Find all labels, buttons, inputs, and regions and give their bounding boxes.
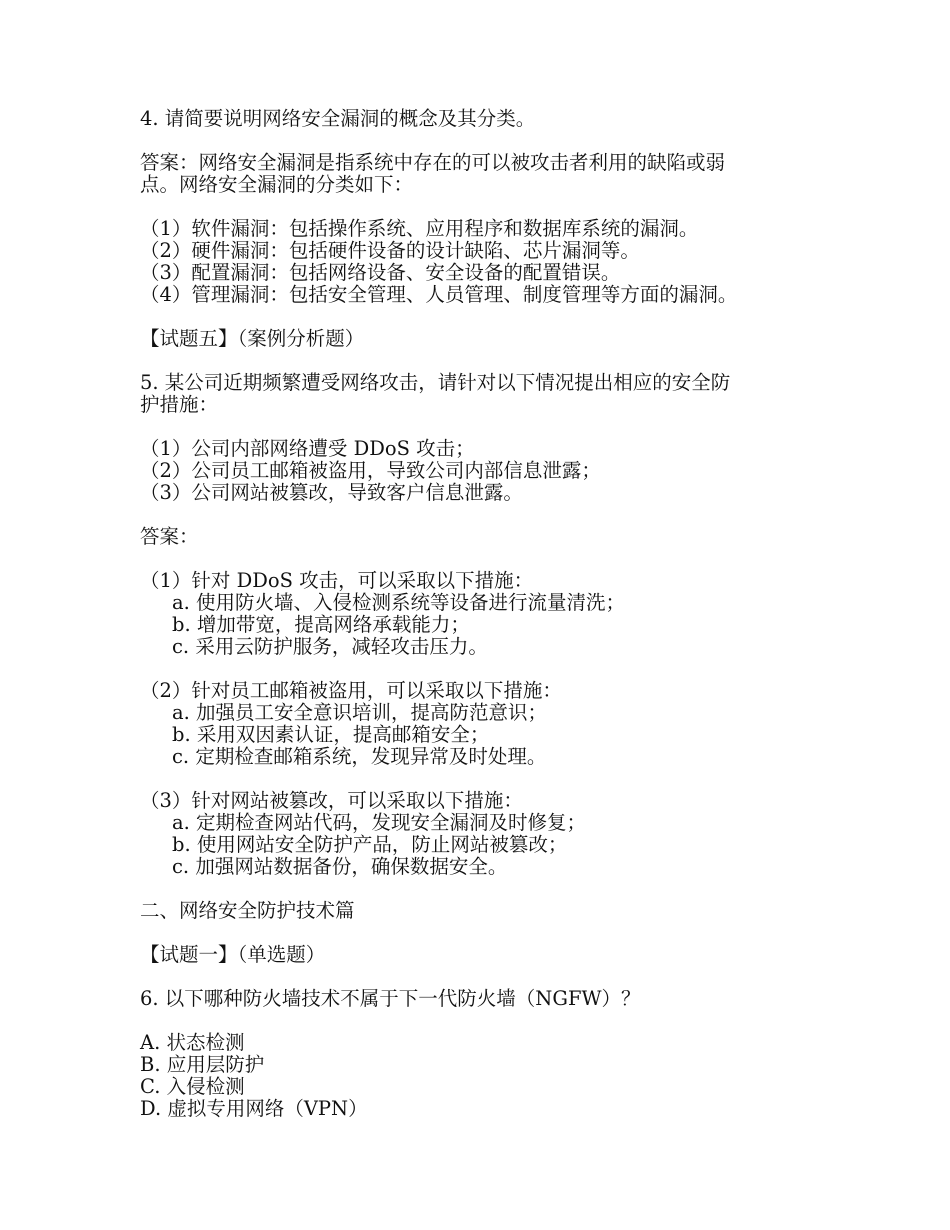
section-1-title: 【试题一】（单选题） bbox=[140, 943, 326, 966]
measure-item: c. 加强网站数据备份，确保数据安全。 bbox=[172, 855, 508, 878]
list-item: （3）公司网站被篡改，导致客户信息泄露。 bbox=[140, 481, 523, 504]
measure-item: b. 采用双因素认证，提高邮箱安全； bbox=[172, 723, 490, 746]
measure-item: c. 采用云防护服务，减轻攻击压力。 bbox=[172, 635, 488, 658]
list-item: （1）软件漏洞：包括操作系统、应用程序和数据库系统的漏洞。 bbox=[140, 217, 699, 240]
list-item: （1）公司内部网络遭受 DDoS 攻击； bbox=[140, 437, 475, 460]
vulnerability-list bbox=[140, 218, 830, 306]
measure-item: a. 加强员工安全意识培训，提高防范意识； bbox=[172, 701, 548, 724]
part-2-title: 二、网络安全防护技术篇 bbox=[140, 899, 355, 922]
measure-group-1 bbox=[140, 570, 830, 658]
list-item: （3）配置漏洞：包括网络设备、安全设备的配置错误。 bbox=[140, 261, 621, 284]
option-b: B. 应用层防护 bbox=[140, 1053, 265, 1076]
measure-head: （2）针对员工邮箱被盗用，可以采取以下措施： bbox=[140, 679, 562, 702]
measure-item: a. 定期检查网站代码，发现安全漏洞及时修复； bbox=[172, 811, 587, 834]
option-list bbox=[140, 1032, 830, 1120]
list-item: （4）管理漏洞：包括安全管理、人员管理、制度管理等方面的漏洞。 bbox=[140, 283, 738, 306]
answer-4 bbox=[140, 152, 830, 196]
answer-4-line-1: 答案：网络安全漏洞是指系统中存在的可以被攻击者利用的缺陷或弱 bbox=[140, 151, 726, 174]
option-a: A. 状态检测 bbox=[140, 1031, 245, 1054]
measure-group-3 bbox=[140, 790, 830, 878]
answer-5-label: 答案： bbox=[140, 525, 199, 548]
measure-head: （3）针对网站被篡改，可以采取以下措施： bbox=[140, 789, 523, 812]
list-item: （2）硬件漏洞：包括硬件设备的设计缺陷、芯片漏洞等。 bbox=[140, 239, 640, 262]
question-6: 6. 以下哪种防火墙技术不属于下一代防火墙（NGFW）？ bbox=[140, 987, 641, 1010]
list-item: （2）公司员工邮箱被盗用，导致公司内部信息泄露； bbox=[140, 459, 601, 482]
option-c: C. 入侵检测 bbox=[140, 1075, 245, 1098]
question-4: 4. 请简要说明网络安全漏洞的概念及其分类。 bbox=[140, 107, 536, 130]
question-5-line-1: 5. 某公司近期频繁遭受网络攻击，请针对以下情况提出相应的安全防 bbox=[140, 371, 731, 394]
situation-list bbox=[140, 438, 830, 504]
measure-item: b. 增加带宽，提高网络承载能力； bbox=[172, 613, 470, 636]
section-5-title: 【试题五】（案例分析题） bbox=[140, 327, 365, 350]
question-5 bbox=[140, 372, 830, 416]
question-5-line-2: 护措施： bbox=[140, 393, 219, 416]
option-d: D. 虚拟专用网络（VPN） bbox=[140, 1097, 368, 1120]
answer-4-line-2: 点。网络安全漏洞的分类如下： bbox=[140, 173, 414, 196]
measure-item: a. 使用防火墙、入侵检测系统等设备进行流量清洗； bbox=[172, 591, 626, 614]
measure-item: b. 使用网站安全防护产品，防止网站被篡改； bbox=[172, 833, 568, 856]
document-page bbox=[140, 108, 830, 1142]
measure-item: c. 定期检查邮箱系统，发现异常及时处理。 bbox=[172, 745, 547, 768]
measure-head: （1）针对 DDoS 攻击，可以采取以下措施： bbox=[140, 569, 534, 592]
measure-group-2 bbox=[140, 680, 830, 768]
